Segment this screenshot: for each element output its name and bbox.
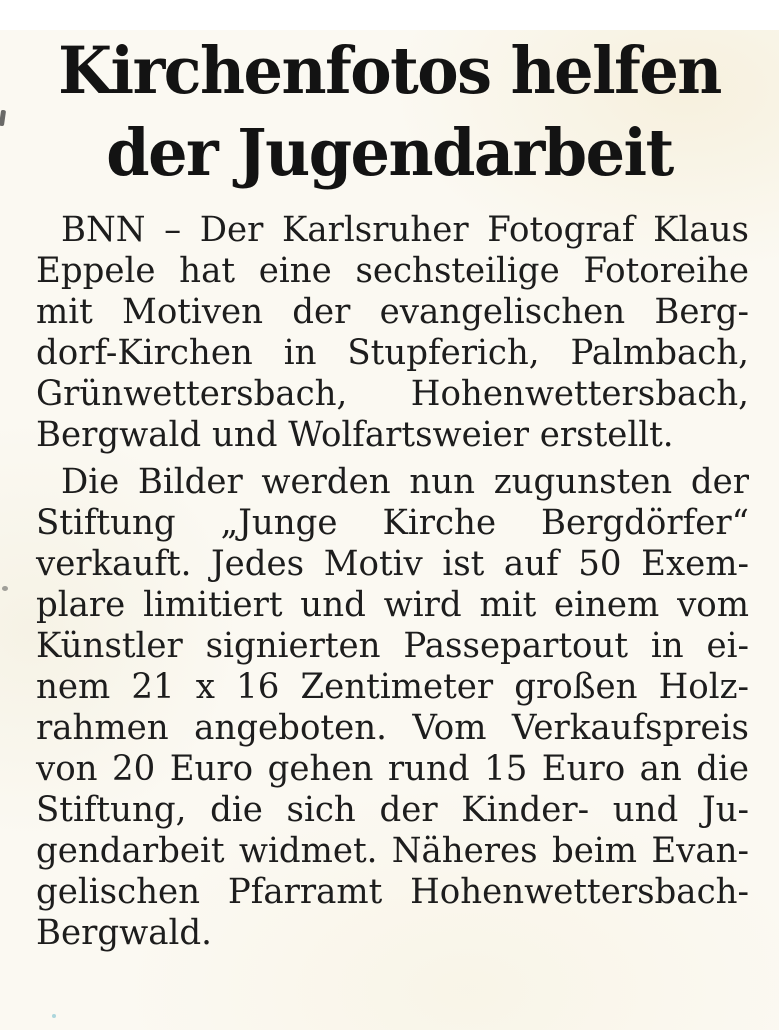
article-line: Die Bilder werden nun zugunsten der: [61, 461, 749, 503]
scan-edge-mark: [0, 110, 6, 127]
article-line: gendarbeit widmet. Näheres beim Evan-: [36, 830, 749, 872]
article-line: von 20 Euro gehen rund 15 Euro an die: [36, 748, 749, 790]
headline-line-2: der Jugendarbeit: [106, 114, 673, 191]
article-line: mit Motiven der evangelischen Berg-: [36, 291, 749, 333]
article-line: Künstler signierten Passepartout in ei-: [36, 625, 749, 667]
article-line: BNN – Der Karlsruher Fotograf Klaus: [61, 209, 749, 251]
article-headline: [10, 30, 769, 194]
scan-speck: [52, 1014, 56, 1018]
article-line: verkauft. Jedes Motiv ist auf 50 Exem-: [36, 543, 749, 585]
article-line: Stiftung, die sich der Kinder- und Ju-: [36, 789, 749, 831]
article-line: plare limitiert und wird mit einem vom: [36, 584, 749, 626]
article-line: rahmen angeboten. Vom Verkaufspreis: [36, 707, 749, 749]
article-line: gelischen Pfarramt Hohenwettersbach-: [36, 871, 749, 913]
article-line: Grünwettersbach, Hohenwettersbach,: [36, 373, 749, 415]
article-line: Bergwald und Wolfartsweier erstellt.: [36, 414, 674, 456]
article-line: Bergwald.: [36, 912, 212, 954]
article-line: Stiftung „Junge Kirche Bergdörfer“: [36, 502, 749, 544]
article-line: nem 21 x 16 Zentimeter großen Holz-: [36, 666, 749, 708]
article-line: Eppele hat eine sechsteilige Fotoreihe: [36, 250, 749, 292]
newspaper-clipping: [0, 30, 779, 1030]
paragraph-1: [36, 210, 749, 456]
article-line: dorf-Kirchen in Stupferich, Palmbach,: [36, 332, 749, 374]
article-body: [0, 210, 779, 954]
scan-speck: [2, 586, 8, 591]
headline-line-1: Kirchenfotos helfen: [58, 32, 721, 109]
paragraph-2: [36, 462, 749, 954]
